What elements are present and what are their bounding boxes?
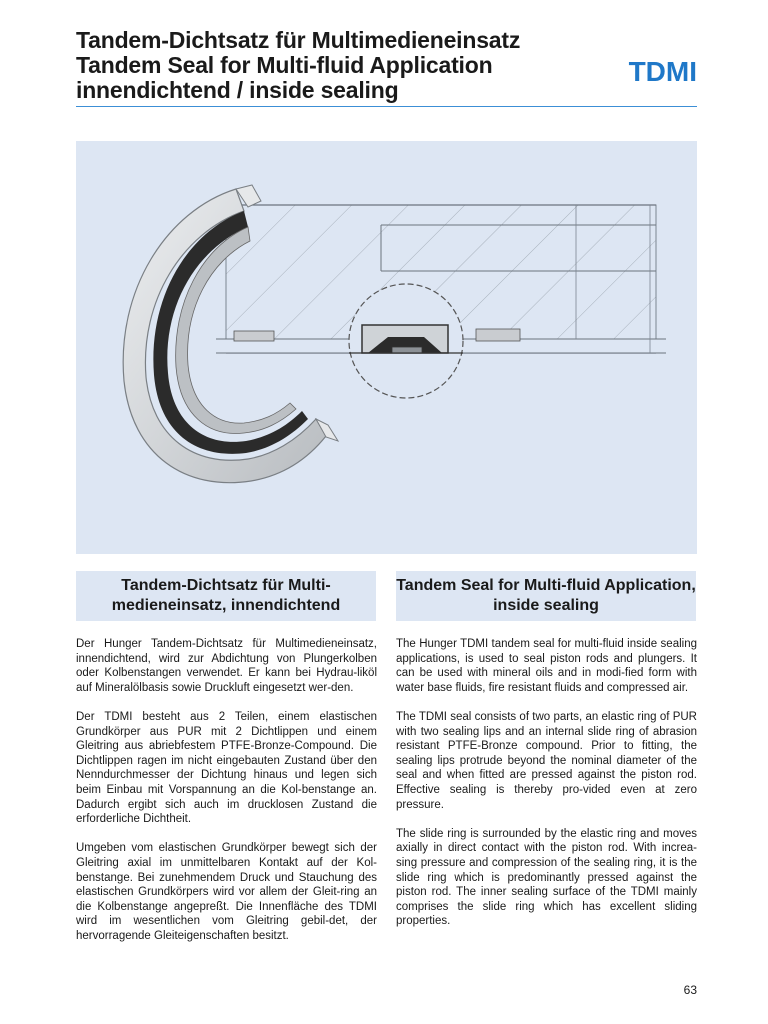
title-line-sealing: innendichtend / inside sealing — [76, 77, 399, 103]
product-figure — [76, 141, 697, 554]
heading-de: Tandem-Dichtsatz für Multi-medieneinsatz, innendichtend — [76, 571, 376, 621]
title-line-en: Tandem Seal for Multi-fluid Application — [76, 52, 493, 78]
page-number: 63 — [683, 983, 697, 997]
heading-en: Tandem Seal for Multi-fluid Application, inside sealing — [396, 571, 696, 621]
product-code: TDMI — [628, 56, 697, 87]
column-en — [396, 637, 697, 943]
paragraph-de-3: Umgeben vom elastischen Grundkörper bewegt sich der Gleitring axial im unmittelbaren Kontakt auf der Kol-benstange. Bei zunehmendem Druck und Stauchung des elastischen Grundkörpers wird vor allem der Gleit-ring an die Kolbenstange angepreßt. Die Innenfläche des TDMI wird im wesentlichen vom Gleitring gebil-det, der hervorragende Gleiteigenschaften besitzt. — [76, 842, 377, 942]
paragraph-en-1: The Hunger TDMI tandem seal for multi-fluid inside sealing applications, is used to seal piston rods and plungers. It can be used with mineral oils and in modi-fied form with water base fluids, fire resistant fluids and compressed air. — [396, 638, 697, 694]
figure-svg — [76, 141, 697, 554]
column-de — [76, 637, 377, 958]
paragraph-de-2: Der TDMI besteht aus 2 Teilen, einem elastischen Grundkörper aus PUR mit 2 Dichtlippen und einem Gleitring aus abriebfestem PTFE-Bronze-Compound. Die Dichtlippen ragen im nicht eingebauten Zustand über den Nenndurchmesser der Dichtung hinaus und legen sich beim Einbau mit Vorspannung an die Kol-benstange an. Dadurch ergibt sich auch im drucklosen Zustand die erforderliche Dichtheit. — [76, 710, 377, 826]
paragraph-en-2: The TDMI seal consists of two parts, an elastic ring of PUR with two sealing lips and an internal slide ring of abrasion resistant PTFE-Bronze compound. Prior to fitting, the sealing lips protrude beyond the nominal diameter of the seal and when fitted are pressed against the piston rod. Effective sealing is thereby pro-vided even at zero pressure. — [396, 710, 697, 811]
page-title — [76, 28, 636, 103]
installation-drawing-icon — [216, 205, 666, 398]
header-rule — [76, 106, 697, 107]
paragraph-en-3: The slide ring is surrounded by the elastic ring and moves axially in direct contact with the piston rod. With increa-sing pressure and compression of the sealing ring, it is the slide ring which is predominantly pressed against the piston rod. The inner sealing surface of the TDMI mainly comprises the slide ring which has excellent sliding properties. — [396, 827, 697, 928]
title-line-de: Tandem-Dichtsatz für Multimedieneinsatz — [76, 27, 521, 53]
paragraph-de-1: Der Hunger Tandem-Dichtsatz für Multimedieneinsatz, innendichtend, wird zur Abdichtung von Plungerkolben oder Kolbenstangen verwendet. Er kann bei Hydrau-liköl auf Mineralölbasis sowie Druckluft eingesetzt wer-den. — [76, 638, 377, 694]
